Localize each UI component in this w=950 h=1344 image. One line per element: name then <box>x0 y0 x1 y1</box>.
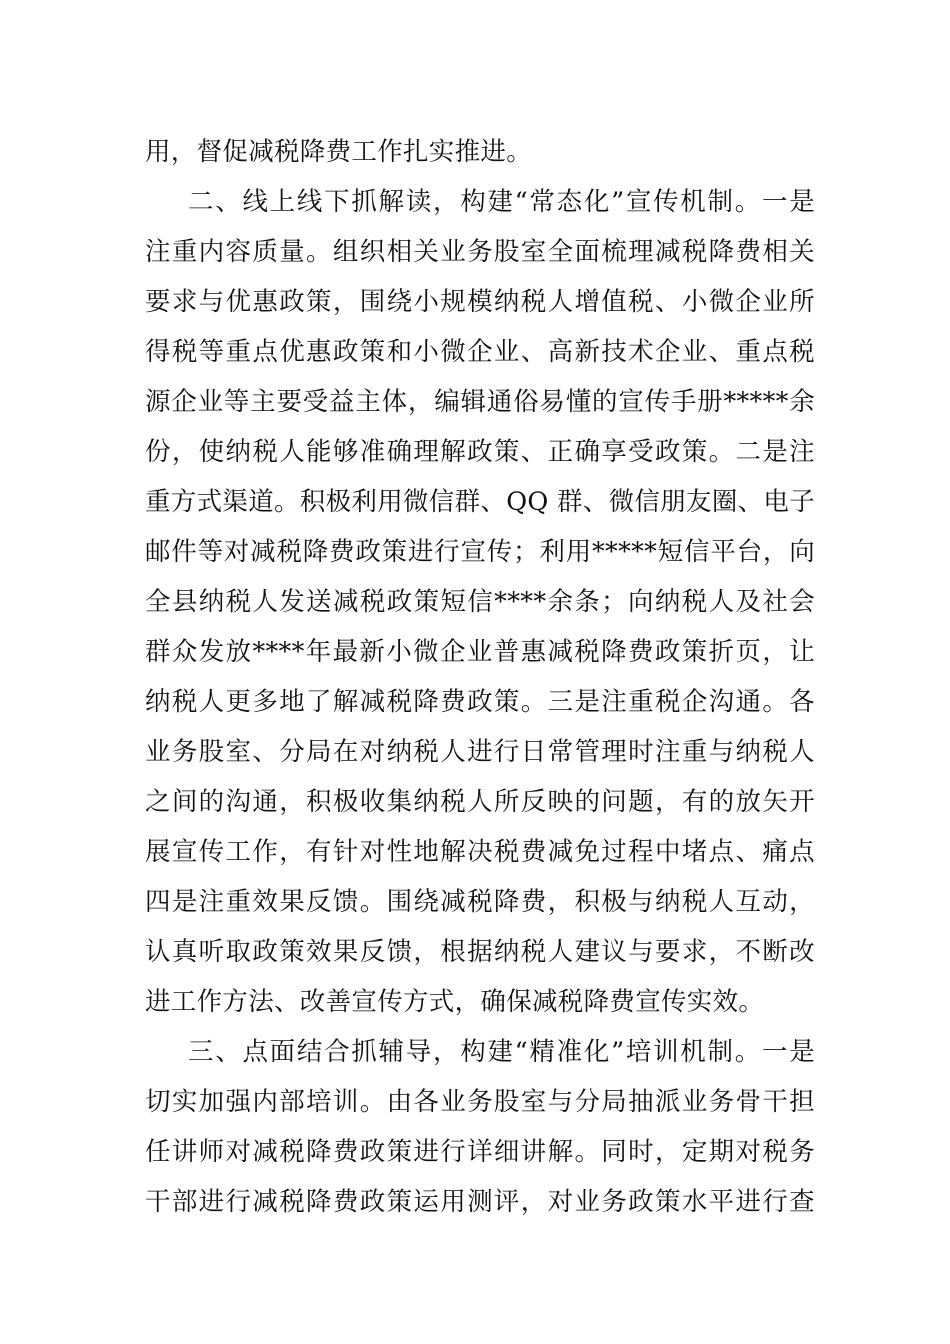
text-line-13: 业务股室、分局在对纳税人进行日常管理时注重与纳税人 <box>145 737 815 767</box>
text-line-14: 之间的沟通，积极收集纳税人所反映的问题，有的放矢开 <box>145 787 815 817</box>
text-line-8: 重方式渠道。积极利用微信群、QQ 群、微信朋友圈、电子 <box>145 487 816 517</box>
text-line-19: 三、点面结合抓辅导，构建“精准化”培训机制。一是 <box>188 1037 815 1067</box>
text-line-21: 任讲师对减税降费政策进行详细讲解。同时，定期对税务 <box>145 1137 815 1167</box>
text-line-2: 二、线上线下抓解读，构建“常态化”宣传机制。一是 <box>188 187 815 217</box>
text-line-6: 源企业等主要受益主体，编辑通俗易懂的宣传手册*****余 <box>145 387 815 417</box>
text-line-12: 纳税人更多地了解减税降费政策。三是注重税企沟通。各 <box>145 687 815 717</box>
text-line-18: 进工作方法、改善宣传方式，确保减税降费宣传实效。 <box>145 987 765 1017</box>
text-line-5: 得税等重点优惠政策和小微企业、高新技术企业、重点税 <box>145 337 815 367</box>
text-line-1: 用，督促减税降费工作扎实推进。 <box>145 137 533 167</box>
text-line-20: 切实加强内部培训。由各业务股室与分局抽派业务骨干担 <box>145 1087 815 1117</box>
text-line-16: 四是注重效果反馈。围绕减税降费，积极与纳税人互动， <box>145 887 815 917</box>
text-line-15: 展宣传工作，有针对性地解决税费减免过程中堵点、痛点 <box>145 837 815 867</box>
text-line-9: 邮件等对减税降费政策进行宣传；利用*****短信平台，向 <box>145 537 815 567</box>
text-line-11: 群众发放****年最新小微企业普惠减税降费政策折页，让 <box>145 637 815 667</box>
text-line-3: 注重内容质量。组织相关业务股室全面梳理减税降费相关 <box>145 237 815 267</box>
text-line-10: 全县纳税人发送减税政策短信****余条；向纳税人及社会 <box>145 587 815 617</box>
text-line-4: 要求与优惠政策，围绕小规模纳税人增值税、小微企业所 <box>145 287 815 317</box>
text-line-7: 份，使纳税人能够准确理解政策、正确享受政策。二是注 <box>145 437 815 467</box>
text-line-22: 干部进行减税降费政策运用测评，对业务政策水平进行查 <box>145 1187 815 1217</box>
text-line-17: 认真听取政策效果反馈，根据纳税人建议与要求，不断改 <box>145 937 815 967</box>
